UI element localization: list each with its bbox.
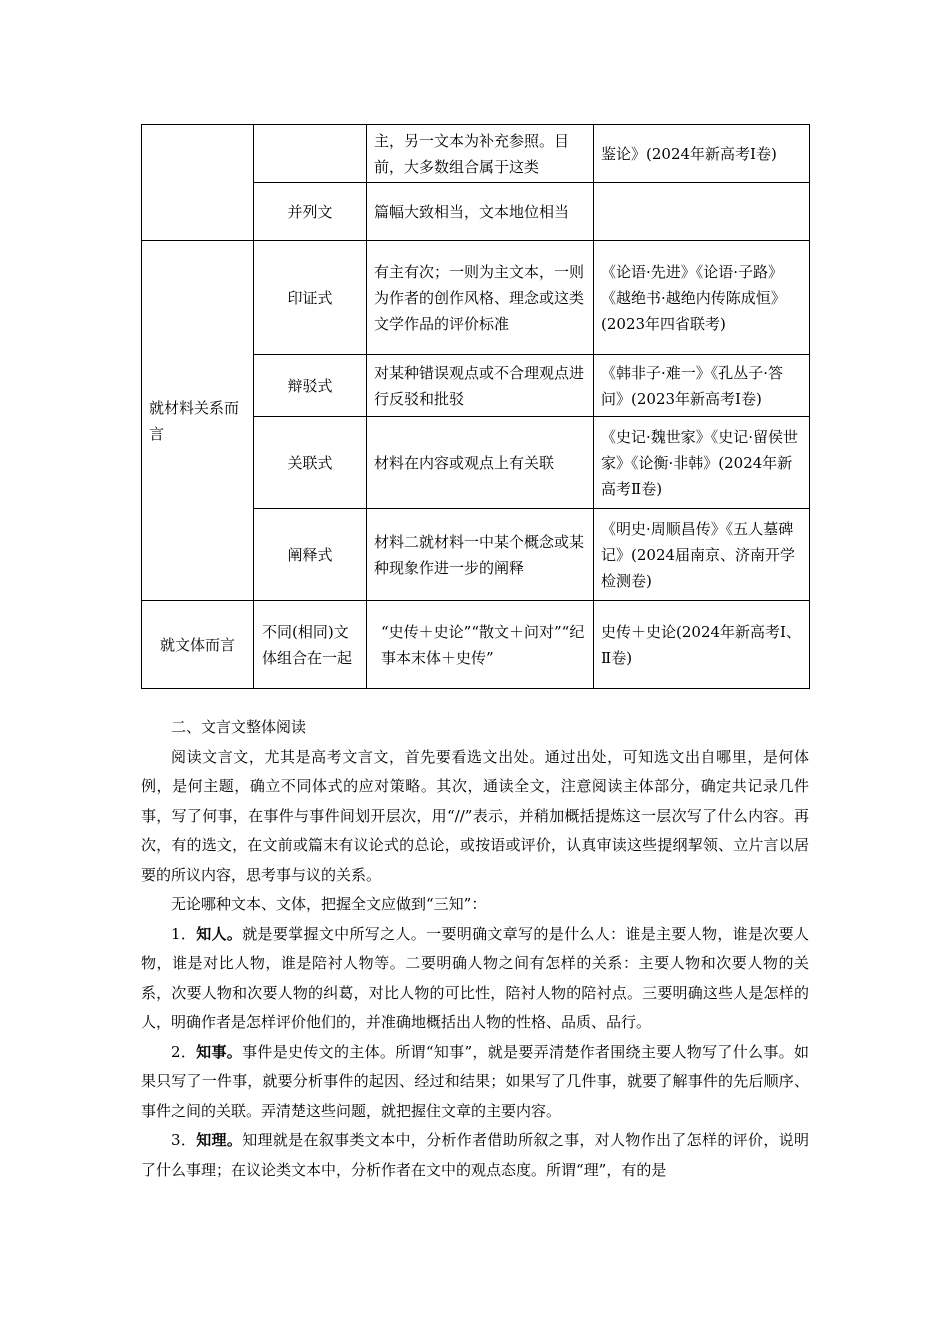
- table-cell-example: 《史记·魏世家》《史记·留侯世家》《论衡·非韩》(2024年新高考Ⅱ卷): [594, 417, 810, 509]
- item-text: 就是要掌握文中所写之人。一要明确文章写的是什么人：谁是主要人物，谁是次要人物，谁是对比人物，谁是陪衬人物等。二要明确人物之间有怎样的关系：主要人物和次要人物的关系，次要人物和次要人物的纠葛，对比人物的可比性，陪衬人物的陪衬点。三要明确这些人是怎样的人，明确作者是怎样评价他们的，并准确地概括出人物的性格、品质、品行。: [141, 924, 809, 1031]
- item-number: 1．: [171, 924, 197, 943]
- item-title: 知人。: [196, 924, 243, 943]
- table-cell-category: 就文体而言: [142, 601, 254, 689]
- table-cell-example: 史传＋史论(2024年新高考Ⅰ、Ⅱ卷): [594, 601, 810, 689]
- paragraph: 阅读文言文，尤其是高考文言文，首先要看选文出处。通过出处，可知选文出自哪里，是何体例，是何主题，确立不同体式的应对策略。其次，通读全文，注意阅读主体部分，确定共记录几件事，写了何事，在事件与事件间划开层次，用“//”表示，并稍加概括提炼这一层次写了什么内容。再次，有的选文，在文前或篇末有议论式的总论，或按语或评价，认真审读这些提纲挈领、立片言以居要的所议内容，思考事与议的关系。: [141, 747, 809, 884]
- table-cell-description: 对某种错误观点或不合理观点进行反驳和批驳: [367, 355, 594, 417]
- table-cell-description: 材料二就材料一中某个概念或某种现象作进一步的阐释: [367, 509, 594, 601]
- table-cell-description: 材料在内容或观点上有关联: [367, 417, 594, 509]
- table-cell-type: 不同(相同)文体组合在一起: [254, 601, 367, 689]
- table-cell-example: 《论语·先进》《论语·子路》《越绝书·越绝内传陈成恒》(2023年四省联考): [594, 241, 810, 355]
- table-cell-type: 关联式: [254, 417, 367, 509]
- list-item: [141, 1038, 809, 1127]
- item-text: 事件是史传文的主体。所谓“知事”，就是要弄清楚作者围绕主要人物写了什么事。如果只写了一件事，就要分析事件的起因、经过和结果；如果写了几件事，就要了解事件的先后顺序、事件之间的关联。弄清楚这些问题，就把握住文章的主要内容。: [141, 1042, 809, 1120]
- table-cell-description: 有主有次；一则为主文本，一则为作者的创作风格、理念或这类文学作品的评价标准: [367, 241, 594, 355]
- table-row: [142, 125, 810, 183]
- item-number: 3．: [171, 1131, 197, 1149]
- item-text: 知理就是在叙事类文本中，分析作者借助所叙之事，对人物作出了怎样的评价，说明了什么事理；在议论类文本中，分析作者在文中的观点态度。所谓“理”，有的是: [141, 1131, 809, 1179]
- item-title: 知事。: [196, 1042, 243, 1061]
- item-title: 知理。: [196, 1131, 243, 1149]
- table-cell-type: 阐释式: [254, 509, 367, 601]
- table-cell-example: [594, 183, 810, 241]
- paragraph: 无论哪种文本、文体，把握全文应做到“三知”：: [171, 895, 487, 913]
- table-cell-type: 辩驳式: [254, 355, 367, 417]
- table-cell-example: 《韩非子·难一》《孔丛子·答问》(2023年新高考Ⅰ卷): [594, 355, 810, 417]
- body-text: [141, 713, 809, 1185]
- table-cell-category: 就材料关系而言: [142, 241, 254, 601]
- item-number: 2．: [171, 1042, 197, 1061]
- table-cell-description: “史传＋史论”“散文＋问对”“纪事本末体＋史传”: [367, 601, 594, 689]
- table-row: [142, 241, 810, 355]
- table-cell-category: [142, 125, 254, 241]
- table-cell-type: 印证式: [254, 241, 367, 355]
- table-cell-example: 鉴论》(2024年新高考Ⅰ卷): [594, 125, 810, 183]
- list-item: [141, 920, 809, 1038]
- table-cell-type: 并列文: [254, 183, 367, 241]
- table-cell-example: 《明史·周顺昌传》《五人墓碑记》(2024届南京、济南开学检测卷): [594, 509, 810, 601]
- table-cell-description: 篇幅大致相当，文本地位相当: [367, 183, 594, 241]
- table-cell-description: 主，另一文本为补充参照。目前，大多数组合属于这类: [367, 125, 594, 183]
- table-row: [142, 601, 810, 689]
- section-heading: 二、文言文整体阅读: [171, 718, 307, 736]
- text-combination-table: [141, 124, 810, 689]
- table-cell-type: [254, 125, 367, 183]
- list-item: [141, 1126, 809, 1185]
